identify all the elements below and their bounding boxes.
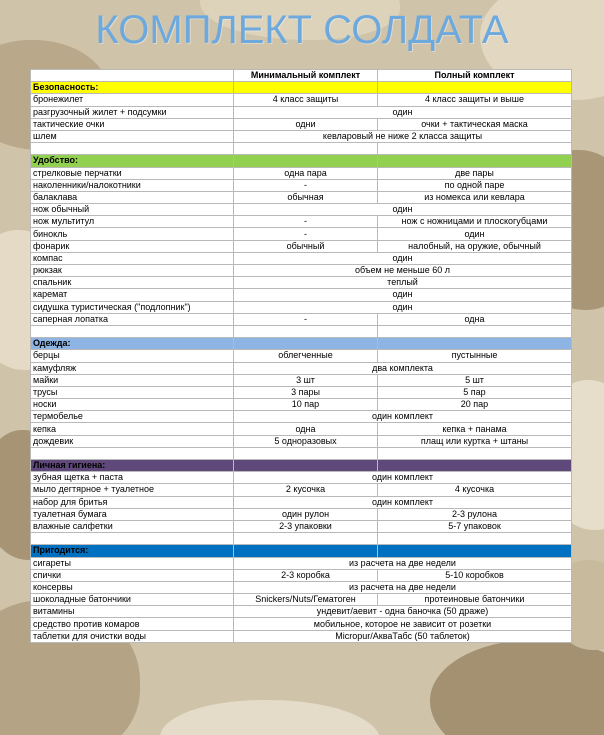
blank-cell: [31, 447, 234, 459]
item-name: консервы: [31, 581, 234, 593]
table-row: [31, 423, 572, 435]
item-name: бинокль: [31, 228, 234, 240]
table-row: [31, 204, 572, 216]
table-row: [31, 216, 572, 228]
blank-row: [31, 325, 572, 337]
table-row: [31, 472, 572, 484]
item-name: зубная щетка + паста: [31, 472, 234, 484]
section-fill: [378, 338, 572, 350]
kit-table: [30, 69, 572, 643]
section-header-row: [31, 82, 572, 94]
section-label: Удобство:: [31, 155, 234, 167]
item-minimal: -: [234, 228, 378, 240]
item-both-kits: один: [234, 252, 572, 264]
table-row: [31, 179, 572, 191]
item-full: 4 класс защиты и выше: [378, 94, 572, 106]
item-minimal: -: [234, 313, 378, 325]
item-name: майки: [31, 374, 234, 386]
item-minimal: 2-3 коробка: [234, 569, 378, 581]
item-full: один: [378, 228, 572, 240]
item-minimal: 4 класс защиты: [234, 94, 378, 106]
item-both-kits: кевларовый не ниже 2 класса защиты: [234, 130, 572, 142]
table-row: [31, 240, 572, 252]
item-full: 5-10 коробков: [378, 569, 572, 581]
section-header-row: [31, 460, 572, 472]
table-row: [31, 630, 572, 642]
item-both-kits: один: [234, 289, 572, 301]
item-name: влажные салфетки: [31, 520, 234, 532]
blank-cell: [378, 143, 572, 155]
table-row: [31, 581, 572, 593]
table-row: [31, 94, 572, 106]
item-minimal: один рулон: [234, 508, 378, 520]
item-both-kits: два комплекта: [234, 362, 572, 374]
item-both-kits: из расчета на две недели: [234, 557, 572, 569]
item-both-kits: Micropur/АкваТабс (50 таблеток): [234, 630, 572, 642]
item-name: саперная лопатка: [31, 313, 234, 325]
header-minimal-kit: Минимальный комплект: [234, 70, 378, 82]
item-minimal: 2 кусочка: [234, 484, 378, 496]
item-full: очки + тактическая маска: [378, 118, 572, 130]
item-name: каремат: [31, 289, 234, 301]
table-row: [31, 301, 572, 313]
table-row: [31, 350, 572, 362]
item-name: термобелье: [31, 411, 234, 423]
item-minimal: 2-3 упаковки: [234, 520, 378, 532]
table-row: [31, 435, 572, 447]
item-name: сигареты: [31, 557, 234, 569]
item-name: витамины: [31, 606, 234, 618]
blank-cell: [234, 325, 378, 337]
item-minimal: 5 одноразовых: [234, 435, 378, 447]
item-full: две пары: [378, 167, 572, 179]
blank-cell: [378, 533, 572, 545]
item-both-kits: один: [234, 106, 572, 118]
item-minimal: одна: [234, 423, 378, 435]
item-minimal: обычный: [234, 240, 378, 252]
item-name: трусы: [31, 386, 234, 398]
item-both-kits: из расчета на две недели: [234, 581, 572, 593]
blank-cell: [234, 447, 378, 459]
item-name: балаклава: [31, 191, 234, 203]
section-label: Пригодится:: [31, 545, 234, 557]
item-name: носки: [31, 399, 234, 411]
blank-cell: [234, 533, 378, 545]
item-both-kits: теплый: [234, 277, 572, 289]
item-minimal: 10 пар: [234, 399, 378, 411]
table-row: [31, 362, 572, 374]
blank-cell: [234, 143, 378, 155]
item-name: шлем: [31, 130, 234, 142]
item-both-kits: один комплект: [234, 411, 572, 423]
item-full: 4 кусочка: [378, 484, 572, 496]
item-name: наколенники/налокотники: [31, 179, 234, 191]
item-name: фонарик: [31, 240, 234, 252]
table-row: [31, 508, 572, 520]
item-full: кепка + панама: [378, 423, 572, 435]
blank-cell: [31, 143, 234, 155]
item-both-kits: объем не меньше 60 л: [234, 265, 572, 277]
item-full: налобный, на оружие, обычный: [378, 240, 572, 252]
table-row: [31, 618, 572, 630]
item-full: 5 шт: [378, 374, 572, 386]
table-row: [31, 386, 572, 398]
item-name: дождевик: [31, 435, 234, 447]
blank-cell: [378, 325, 572, 337]
item-minimal: -: [234, 179, 378, 191]
item-both-kits: один комплект: [234, 496, 572, 508]
item-minimal: одни: [234, 118, 378, 130]
table-row: [31, 252, 572, 264]
item-full: плащ или куртка + штаны: [378, 435, 572, 447]
item-full: пустынные: [378, 350, 572, 362]
item-both-kits: один: [234, 301, 572, 313]
blank-cell: [31, 325, 234, 337]
blank-row: [31, 143, 572, 155]
item-full: 5-7 упаковок: [378, 520, 572, 532]
item-name: таблетки для очистки воды: [31, 630, 234, 642]
table-row: [31, 496, 572, 508]
item-name: мыло дегтярное + туалетное: [31, 484, 234, 496]
section-header-row: [31, 155, 572, 167]
item-both-kits: ундевит/аевит - одна баночка (50 драже): [234, 606, 572, 618]
item-minimal: -: [234, 216, 378, 228]
item-minimal: 3 шт: [234, 374, 378, 386]
table-row: [31, 265, 572, 277]
item-name: бронежилет: [31, 94, 234, 106]
item-full: 20 пар: [378, 399, 572, 411]
item-minimal: Snickers/Nuts/Гематоген: [234, 594, 378, 606]
item-name: рюкзак: [31, 265, 234, 277]
header-full-kit: Полный комплект: [378, 70, 572, 82]
item-full: 2-3 рулона: [378, 508, 572, 520]
item-full: одна: [378, 313, 572, 325]
section-fill: [234, 338, 378, 350]
table-row: [31, 520, 572, 532]
item-name: спички: [31, 569, 234, 581]
item-minimal: обычная: [234, 191, 378, 203]
item-full: нож с ножницами и плоскогубцами: [378, 216, 572, 228]
blank-row: [31, 447, 572, 459]
table-row: [31, 313, 572, 325]
table-row: [31, 167, 572, 179]
item-both-kits: один комплект: [234, 472, 572, 484]
item-name: берцы: [31, 350, 234, 362]
item-name: стрелковые перчатки: [31, 167, 234, 179]
item-name: камуфляж: [31, 362, 234, 374]
section-fill: [234, 82, 378, 94]
table-row: [31, 594, 572, 606]
blank-cell: [31, 533, 234, 545]
table-header-row: [31, 70, 572, 82]
section-fill: [234, 460, 378, 472]
table-row: [31, 130, 572, 142]
section-label: Личная гигиена:: [31, 460, 234, 472]
header-item: [31, 70, 234, 82]
item-name: разгрузочный жилет + подсумки: [31, 106, 234, 118]
section-label: Одежда:: [31, 338, 234, 350]
section-fill: [378, 545, 572, 557]
table-row: [31, 557, 572, 569]
item-both-kits: мобильное, которое не зависит от розетки: [234, 618, 572, 630]
table-row: [31, 277, 572, 289]
blank-row: [31, 533, 572, 545]
table-row: [31, 484, 572, 496]
item-minimal: облегченные: [234, 350, 378, 362]
item-full: 5 пар: [378, 386, 572, 398]
section-fill: [378, 460, 572, 472]
item-full: по одной паре: [378, 179, 572, 191]
item-name: кепка: [31, 423, 234, 435]
table-row: [31, 289, 572, 301]
item-name: туалетная бумага: [31, 508, 234, 520]
section-fill: [378, 155, 572, 167]
table-row: [31, 411, 572, 423]
item-both-kits: один: [234, 204, 572, 216]
table-row: [31, 569, 572, 581]
item-name: средство против комаров: [31, 618, 234, 630]
item-name: тактические очки: [31, 118, 234, 130]
section-fill: [234, 545, 378, 557]
section-header-row: [31, 338, 572, 350]
item-name: сидушка туристическая ("подлопник"): [31, 301, 234, 313]
item-name: шоколадные батончики: [31, 594, 234, 606]
item-name: компас: [31, 252, 234, 264]
section-header-row: [31, 545, 572, 557]
page-title: КОМПЛЕКТ СОЛДАТА: [95, 8, 509, 52]
section-label: Безопасность:: [31, 82, 234, 94]
table-row: [31, 191, 572, 203]
section-fill: [378, 82, 572, 94]
item-minimal: 3 пары: [234, 386, 378, 398]
item-name: набор для бритья: [31, 496, 234, 508]
section-fill: [234, 155, 378, 167]
item-name: спальник: [31, 277, 234, 289]
table-row: [31, 399, 572, 411]
item-name: нож обычный: [31, 204, 234, 216]
item-full: из номекса или кевлара: [378, 191, 572, 203]
table-row: [31, 606, 572, 618]
item-name: нож мультитул: [31, 216, 234, 228]
blank-cell: [378, 447, 572, 459]
table-row: [31, 374, 572, 386]
table-row: [31, 106, 572, 118]
item-minimal: одна пара: [234, 167, 378, 179]
table-row: [31, 118, 572, 130]
item-full: протеиновые батончики: [378, 594, 572, 606]
table-row: [31, 228, 572, 240]
